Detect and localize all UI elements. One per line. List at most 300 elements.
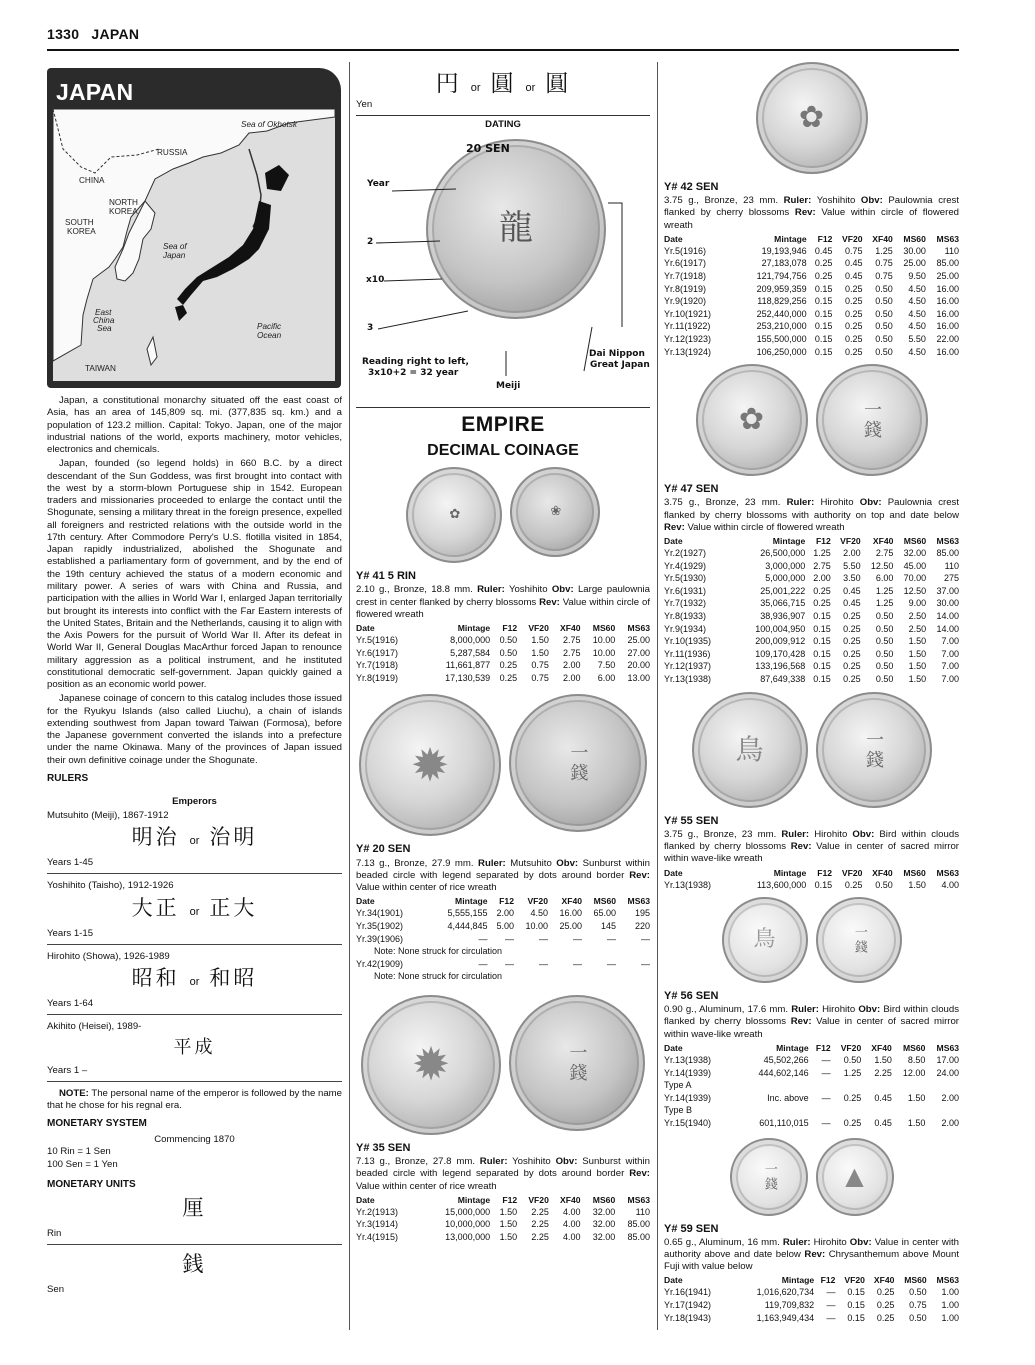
date-cell: Yr.10(1921) xyxy=(664,308,712,319)
column-header: F12 xyxy=(820,1275,836,1286)
desc-label: Rev: xyxy=(794,207,816,219)
entry-title: Y# 42 SEN xyxy=(664,181,719,193)
value-cell: 0.15 xyxy=(814,334,833,345)
mintage-table xyxy=(664,536,959,686)
value-cell: 0.50 xyxy=(875,296,893,307)
desc-label: Rev: xyxy=(790,1016,812,1028)
table-row xyxy=(664,1092,959,1105)
page-number: 1330 xyxy=(47,26,80,42)
crest-icon: ✿ xyxy=(798,99,825,135)
value-cell: 4.00 xyxy=(941,879,959,890)
desc-reverse: Value in center of sacred mirror within wave-like wreath xyxy=(664,840,960,865)
value-cell: 253,210,000 xyxy=(756,321,807,332)
column-header: Mintage xyxy=(774,233,807,244)
value-cell: 2.25 xyxy=(531,1231,549,1242)
type-label: Type A xyxy=(664,1080,692,1091)
value-cell: 13.00 xyxy=(627,672,650,683)
desc-weight: 0.90 g., Aluminum, 17.6 mm. xyxy=(664,1004,792,1016)
column-header: F12 xyxy=(817,233,833,244)
map-label: Sea of xyxy=(163,242,187,251)
table-row xyxy=(356,1206,650,1219)
coin-reverse-image xyxy=(509,995,645,1131)
date-cell: Yr.35(1902) xyxy=(356,920,404,931)
column-header: Mintage xyxy=(455,896,488,907)
date-cell: Yr.34(1901) xyxy=(356,908,404,919)
desc-weight: 7.13 g., Bronze, 27.9 mm. xyxy=(356,857,479,869)
entry-title: Y# 59 SEN xyxy=(664,1222,719,1235)
desc-label: Obv: xyxy=(858,1004,881,1016)
value-cell: 45,502,266 xyxy=(763,1054,809,1065)
value-cell: 0.25 xyxy=(843,648,861,659)
value-cell: 0.50 xyxy=(875,879,893,890)
column-header: F12 xyxy=(502,623,518,634)
value-cell: 24.00 xyxy=(936,1067,959,1078)
column-header: MS60 xyxy=(593,896,617,907)
column-header: MS63 xyxy=(936,1275,959,1286)
ruler-years: Years 1-64 xyxy=(47,997,94,1009)
value-cell: 87,649,338 xyxy=(760,674,806,685)
value-cell: 17.00 xyxy=(936,1054,959,1065)
table-row xyxy=(664,283,959,296)
value-cell: 2.00 xyxy=(941,1092,959,1103)
note-label: NOTE: xyxy=(59,1087,89,1099)
value-cell: — xyxy=(641,933,650,944)
value-cell: 0.45 xyxy=(845,271,863,282)
desc-label: Obv: xyxy=(556,857,579,869)
column-header: Date xyxy=(664,536,683,547)
date-cell: Yr.3(1914) xyxy=(356,1219,399,1230)
value-cell: — xyxy=(826,1300,836,1310)
value-icon: 一錢 xyxy=(861,400,883,441)
value-cell: 4.00 xyxy=(562,1219,581,1230)
value-cell: 0.15 xyxy=(847,1312,865,1323)
empire-title: EMPIRE xyxy=(461,412,545,436)
ruler-name: Mutsuhito (Meiji), 1867-1912 xyxy=(47,810,169,822)
value-cell: 0.45 xyxy=(874,1092,892,1103)
value-cell: 1.50 xyxy=(908,648,927,659)
value-cell: 0.15 xyxy=(813,648,831,659)
value-cell: 110 xyxy=(944,245,959,256)
value-cell: 4.50 xyxy=(908,283,926,294)
intro-paragraph: Japan, founded (so legend holds) in 660 B.C. by a direct descendant of the Sun Goddess, was first brought into contact with the west by a storm-blown Portuguese ship in 1542. European traders and missionaries proceeded to enlarge the contact until the Shogunate, sensing a military threat in the foreign presence, expelled all foreigners and restricted relations with the outside world in the 17th century. After Commodore Perry's U.S. flotilla visited in 1854, Japan rapidly industrialized, abolished the Shogunate and established a parliamentary form of government, and by the end of the 19th century achieved the status of a modern economic and military power. A series of wars with China and Russia, and participation with the allies in World War I, enlarged Japan territorially but brought its interests into conflict with the Far Eastern interests of the United States, Britain and the Netherlands, causing it to align with the Axis Powers for the pursuit of World War II. After its defeat in World War II, General Douglas MacArthur forced Japan to renounce military aggression as a political instrument, and he instituted constitutional democratic self-government. Japan quickly gained a position as an economic world power. xyxy=(47,458,342,691)
desc-obverse: Paulownia crest flanked by cherry blossoms xyxy=(664,195,959,219)
value-cell: 5,000,000 xyxy=(765,573,806,584)
kanji-text: 圓 xyxy=(545,71,571,97)
desc-weight: 7.13 g., Bronze, 27.8 mm. xyxy=(356,1155,480,1167)
value-cell: 4.50 xyxy=(908,321,926,332)
value-cell: 0.75 xyxy=(875,271,893,282)
wreath-icon: ❀ xyxy=(548,503,564,521)
value-cell: 25.00 xyxy=(559,920,583,931)
coin-images xyxy=(664,62,959,174)
table-row xyxy=(356,933,650,946)
table-row xyxy=(356,647,650,660)
rin-label: Rin xyxy=(47,1227,62,1239)
value-cell: 32.00 xyxy=(592,1206,616,1217)
value-cell: 5.50 xyxy=(908,334,926,345)
value-cell: 200,009,912 xyxy=(755,636,806,647)
or-text: or xyxy=(189,905,200,918)
value-cell: 0.45 xyxy=(845,258,863,269)
value-cell: 0.50 xyxy=(875,308,893,319)
kanji-text: 大正 xyxy=(131,895,180,920)
date-cell: Yr.2(1913) xyxy=(356,1206,399,1217)
column-header: Date xyxy=(664,233,683,244)
value-cell: 15,000,000 xyxy=(445,1206,491,1217)
value-cell: 16.00 xyxy=(559,908,583,919)
column-left xyxy=(47,68,342,1296)
table-note: Note: None struck for circulation xyxy=(374,971,503,982)
value-cell: 1.50 xyxy=(908,661,927,672)
entry-title: Y# 47 SEN xyxy=(664,483,719,496)
table-row xyxy=(664,673,959,686)
desc-obverse: Sunburst within beaded circle with legend separated by dots around border xyxy=(356,857,650,881)
date-cell: Yr.9(1920) xyxy=(664,296,707,307)
value-cell: 16.00 xyxy=(936,308,959,319)
table-row xyxy=(664,308,959,321)
desc-ruler: Hirohito xyxy=(818,1004,859,1016)
value-cell: 110 xyxy=(944,560,959,571)
column-header: XF40 xyxy=(559,1194,581,1205)
entry-description xyxy=(664,1237,959,1274)
mintage-table xyxy=(664,1043,959,1130)
dating-reading-2: 3x10+2 = 32 year xyxy=(368,367,459,378)
mintage-table xyxy=(356,1195,650,1244)
value-cell: 32.00 xyxy=(592,1219,616,1230)
desc-ruler: Yoshihito xyxy=(504,584,552,596)
value-cell: 113,600,000 xyxy=(756,879,807,890)
value-cell: 6.00 xyxy=(597,672,616,683)
value-cell: 252,440,000 xyxy=(756,308,807,319)
value-cell: 1.50 xyxy=(531,635,549,646)
date-cell: Yr.6(1931) xyxy=(664,585,707,596)
table-row xyxy=(664,560,959,573)
value-cell: 2.00 xyxy=(496,908,514,919)
value-cell: 4.50 xyxy=(908,308,926,319)
desc-label: Rev: xyxy=(804,1248,826,1260)
value-icon: 一錢 xyxy=(851,925,867,956)
value-cell: 10.00 xyxy=(592,647,616,658)
table-row xyxy=(664,245,959,258)
desc-reverse: Value within center of rice wreath xyxy=(356,882,497,894)
sen-label: Sen xyxy=(47,1283,65,1295)
value-cell: 2.75 xyxy=(562,647,581,658)
value-icon: 一錢 xyxy=(863,729,885,770)
table-type-row xyxy=(664,1104,959,1117)
value-cell: 0.25 xyxy=(499,672,518,683)
column-header: XF40 xyxy=(561,896,583,907)
kanji-text: 明治 xyxy=(131,825,180,850)
dating-title: DATING xyxy=(356,115,650,131)
value-cell: 12.00 xyxy=(902,1067,926,1078)
decimal-coinage-title: DECIMAL COINAGE xyxy=(427,441,579,459)
desc-weight: 2.10 g., Bronze, 18.8 mm. xyxy=(356,584,478,596)
table-row xyxy=(664,270,959,283)
table-row xyxy=(664,1067,959,1080)
date-cell: Yr.13(1924) xyxy=(664,346,712,357)
column-header: VF20 xyxy=(527,896,548,907)
value-cell: 0.25 xyxy=(843,674,861,685)
value-cell: 0.25 xyxy=(845,296,863,307)
empire-heading xyxy=(356,407,650,461)
value-cell: 1,163,949,434 xyxy=(756,1312,815,1323)
value-cell: 0.15 xyxy=(814,879,833,890)
value-cell: 4,444,845 xyxy=(447,920,488,931)
table-header-row xyxy=(356,896,650,907)
date-cell: Yr.4(1915) xyxy=(356,1231,399,1242)
value-cell: — xyxy=(478,933,488,944)
value-cell: 0.25 xyxy=(845,308,863,319)
value-cell: 0.25 xyxy=(845,283,863,294)
column-header: XF40 xyxy=(871,1042,892,1053)
value-cell: 32.00 xyxy=(592,1231,616,1242)
coin-obverse-image xyxy=(696,364,808,476)
value-cell: 0.15 xyxy=(813,611,831,622)
page-header xyxy=(47,26,959,51)
divider xyxy=(47,873,342,874)
date-cell: Yr.6(1917) xyxy=(356,647,399,658)
map-label: China xyxy=(93,316,115,325)
value-cell: 0.75 xyxy=(875,258,893,269)
map-graphic xyxy=(53,109,335,381)
value-cell: — xyxy=(607,933,617,944)
value-cell: 0.25 xyxy=(845,334,863,345)
coin-reverse-image xyxy=(816,692,932,808)
value-cell: 0.25 xyxy=(843,636,861,647)
column-header: MS63 xyxy=(627,623,650,634)
value-cell: 100,004,950 xyxy=(755,623,806,634)
value-cell: 2.00 xyxy=(941,1117,959,1128)
monetary-line: 100 Sen = 1 Yen xyxy=(47,1158,118,1170)
table-row xyxy=(664,257,959,270)
ruler-name: Yoshihito (Taisho), 1912-1926 xyxy=(47,880,174,892)
dating-label-3: 3 xyxy=(367,322,374,333)
value-cell: — xyxy=(826,1312,836,1323)
mintage-table xyxy=(664,868,959,892)
table-row xyxy=(664,623,959,636)
date-cell: Yr.11(1922) xyxy=(664,321,711,332)
value-cell: 133,196,568 xyxy=(755,661,806,672)
value-cell: 0.25 xyxy=(844,879,863,890)
value-cell: 30.00 xyxy=(936,598,959,609)
value-cell: 7.00 xyxy=(941,661,959,672)
entry-description xyxy=(356,1156,650,1193)
value-cell: 0.25 xyxy=(813,598,831,609)
map-label: CHINA xyxy=(79,176,105,185)
table-row xyxy=(356,907,650,920)
column-header: MS60 xyxy=(903,233,926,244)
value-icon: 一錢 xyxy=(761,1161,777,1192)
value-cell: 0.15 xyxy=(847,1287,865,1298)
value-cell: 25.00 xyxy=(936,271,959,282)
coin-obverse-image xyxy=(406,467,502,563)
or-text: or xyxy=(189,976,200,989)
table-row xyxy=(664,635,959,648)
table-row xyxy=(664,597,959,610)
column-header: F12 xyxy=(815,1042,831,1053)
table-row xyxy=(356,1218,650,1231)
value-cell: 0.75 xyxy=(845,245,863,256)
value-cell: 1.50 xyxy=(908,636,927,647)
date-cell: Yr.6(1917) xyxy=(664,258,707,269)
value-cell: — xyxy=(539,958,548,969)
value-cell: 0.25 xyxy=(876,1300,895,1310)
date-cell: Yr.42(1909) xyxy=(356,958,404,969)
value-cell: 3.50 xyxy=(843,573,861,584)
desc-label: Ruler: xyxy=(781,828,810,840)
desc-label: Obv: xyxy=(555,1155,578,1167)
entry-title: Y# 35 SEN xyxy=(356,1141,411,1154)
value-cell: 17,130,539 xyxy=(445,672,491,683)
bird-icon: 鳥 xyxy=(753,927,776,953)
date-cell: Yr.7(1918) xyxy=(664,271,707,282)
value-cell: 5,555,155 xyxy=(447,908,488,919)
map-label: NORTH xyxy=(109,198,138,207)
value-cell: 6.00 xyxy=(875,573,894,584)
value-cell: 35,066,715 xyxy=(760,598,806,609)
column-header: MS63 xyxy=(936,1042,959,1053)
coin-images xyxy=(356,995,650,1135)
value-cell: 0.15 xyxy=(847,1300,865,1310)
value-cell: 0.50 xyxy=(875,636,894,647)
desc-label: Obv: xyxy=(852,828,875,840)
column-header: F12 xyxy=(499,896,514,907)
table-note: Note: None struck for circulation xyxy=(374,946,503,957)
kanji-text: 正大 xyxy=(209,895,258,920)
value-cell: 0.25 xyxy=(843,1117,862,1128)
value-cell: 1.00 xyxy=(941,1300,959,1310)
coin-reverse-image xyxy=(816,1138,894,1216)
column-header: Date xyxy=(356,1194,375,1205)
value-cell: 65.00 xyxy=(593,908,617,919)
value-cell: — xyxy=(504,933,514,944)
value-cell: 5,287,584 xyxy=(450,647,491,658)
value-cell: 1.50 xyxy=(908,674,927,685)
column-header: Date xyxy=(664,1042,683,1053)
value-icon: 一錢 xyxy=(567,743,589,784)
value-cell: 0.25 xyxy=(843,661,861,672)
coin-entry-y41 xyxy=(356,569,650,684)
value-cell: 2.25 xyxy=(874,1067,892,1078)
table-row xyxy=(664,572,959,585)
value-cell: 9.50 xyxy=(908,271,926,282)
value-cell: 0.45 xyxy=(814,245,833,256)
desc-label: Ruler: xyxy=(477,584,505,596)
date-cell: Yr.5(1916) xyxy=(664,245,707,256)
value-cell: 85.00 xyxy=(936,548,959,559)
value-cell: 85.00 xyxy=(627,1231,650,1242)
date-cell: Yr.16(1941) xyxy=(664,1287,712,1298)
desc-label: Rev: xyxy=(790,840,812,852)
value-cell: 121,794,756 xyxy=(756,271,807,282)
column-header: Mintage xyxy=(773,867,807,878)
value-cell: 4.50 xyxy=(908,346,926,357)
entry-description xyxy=(356,584,650,621)
column-header: Mintage xyxy=(457,623,491,634)
map-label: Japan xyxy=(163,251,186,260)
desc-label: Ruler: xyxy=(783,195,812,207)
dating-label-x10: x10 xyxy=(366,274,385,285)
coin-images xyxy=(664,692,959,808)
column-header: MS63 xyxy=(627,896,650,907)
value-cell: 2.00 xyxy=(843,548,861,559)
value-cell: 10.00 xyxy=(592,635,616,646)
value-cell: 85.00 xyxy=(627,1219,650,1230)
value-cell: 2.75 xyxy=(875,548,894,559)
date-cell: Yr.4(1929) xyxy=(664,560,707,571)
desc-reverse: Value within center of rice wreath xyxy=(356,1180,497,1192)
value-cell: 155,500,000 xyxy=(756,334,807,345)
desc-label: Obv: xyxy=(859,497,882,509)
value-cell: 0.75 xyxy=(531,672,549,683)
value-cell: 145 xyxy=(601,920,617,931)
value-cell: 1.50 xyxy=(874,1054,892,1065)
table-header-row xyxy=(356,623,650,634)
desc-label: Rev: xyxy=(539,596,560,608)
value-cell: 0.25 xyxy=(814,271,833,282)
value-cell: — xyxy=(504,958,514,969)
table-header-row xyxy=(664,868,959,879)
coin-entry-y59 xyxy=(664,1222,959,1325)
table-row xyxy=(356,659,650,672)
mintage-table xyxy=(356,623,650,684)
value-cell: 0.75 xyxy=(909,1300,927,1310)
value-cell: — xyxy=(821,1054,831,1065)
desc-label: Ruler: xyxy=(791,1004,819,1016)
kanji-text: 円 xyxy=(435,71,461,97)
map-label: Ocean xyxy=(257,331,282,340)
desc-obverse: Value in center with authority above and date below xyxy=(664,1236,959,1260)
value-cell: 220 xyxy=(634,920,650,931)
value-cell: — xyxy=(821,1092,831,1103)
desc-ruler: Hirohito xyxy=(814,497,860,509)
coin-images xyxy=(664,364,959,476)
value-cell: 1.25 xyxy=(875,598,894,609)
value-cell: 0.15 xyxy=(814,283,833,294)
table-row xyxy=(356,1231,650,1244)
coin-obverse-image xyxy=(722,897,808,983)
table-row xyxy=(664,1117,959,1130)
value-cell: 8.50 xyxy=(907,1054,926,1065)
coin-legend: 20 SEN xyxy=(466,141,510,155)
type-label: Type B xyxy=(664,1105,693,1116)
bird-icon: 鳥 xyxy=(735,732,764,766)
table-row xyxy=(356,634,650,647)
table-row xyxy=(664,648,959,661)
table-row xyxy=(664,1312,959,1325)
dating-label-dai-nippon: Dai Nippon xyxy=(589,348,645,359)
date-cell: Yr.13(1938) xyxy=(664,674,712,685)
entry-title: Y# 20 SEN xyxy=(356,843,411,856)
dating-label-year: Year xyxy=(367,178,390,189)
intro-text xyxy=(47,395,342,767)
value-cell: 1.50 xyxy=(908,879,926,890)
column-header: MS60 xyxy=(592,1194,616,1205)
value-cell: 0.45 xyxy=(843,598,861,609)
desc-obverse: Large paulownia crest in center flanked by cherry blossoms xyxy=(356,584,650,608)
desc-ruler: Yoshihito xyxy=(811,195,861,207)
date-cell: Yr.18(1943) xyxy=(664,1312,712,1323)
map-label: KOREA xyxy=(109,207,138,216)
desc-obverse: Sunburst within beaded circle with legend separated by dots around border xyxy=(356,1155,650,1180)
coin-reverse-image xyxy=(509,694,647,832)
column-header: Mintage xyxy=(772,536,806,547)
desc-obverse: Paulownia crest flanked by cherry blossoms with authority on top and date below xyxy=(664,497,959,521)
map-label: TAIWAN xyxy=(85,364,116,373)
map-label: Sea of Okhotsk xyxy=(241,120,297,129)
value-cell: 0.50 xyxy=(875,648,894,659)
column-header: VF20 xyxy=(840,536,861,547)
